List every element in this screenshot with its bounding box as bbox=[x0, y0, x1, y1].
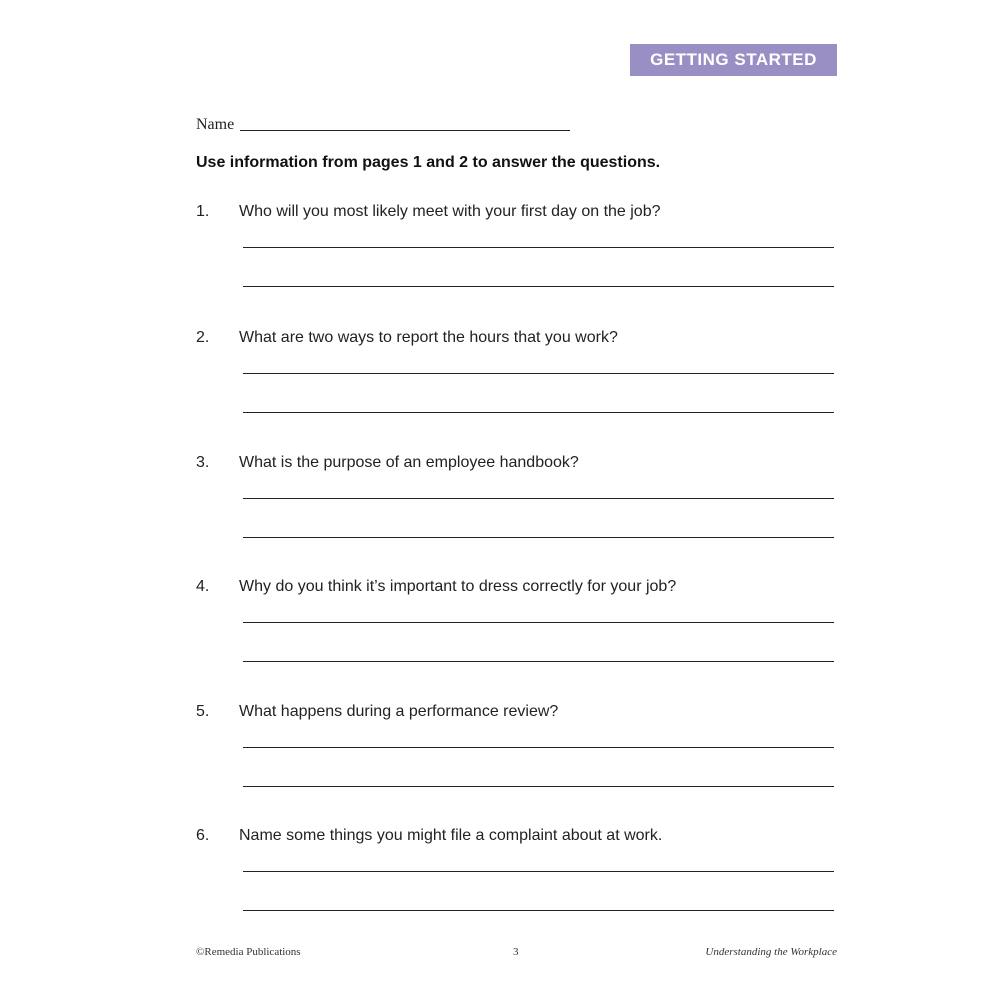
question-3 bbox=[196, 454, 836, 564]
answer-line[interactable] bbox=[243, 373, 834, 374]
question-text: Why do you think it’s important to dress correctly for your job? bbox=[239, 578, 677, 595]
question-4 bbox=[196, 578, 836, 688]
name-label: Name bbox=[196, 116, 235, 133]
answer-line[interactable] bbox=[243, 786, 834, 787]
question-1 bbox=[196, 203, 836, 313]
question-number: 1. bbox=[196, 203, 210, 220]
question-number: 2. bbox=[196, 329, 210, 346]
section-badge bbox=[630, 44, 837, 76]
question-text: What are two ways to report the hours that you work? bbox=[239, 329, 618, 346]
name-row bbox=[196, 116, 570, 134]
answer-line[interactable] bbox=[243, 661, 834, 662]
question-text: What happens during a performance review? bbox=[239, 703, 559, 720]
answer-line[interactable] bbox=[243, 537, 834, 538]
answer-line[interactable] bbox=[243, 286, 834, 287]
answer-line[interactable] bbox=[243, 412, 834, 413]
question-6 bbox=[196, 827, 836, 937]
question-text: Name some things you might file a complaint about at work. bbox=[239, 827, 663, 844]
footer-publisher: ©Remedia Publications bbox=[196, 946, 301, 958]
section-title: GETTING STARTED bbox=[650, 50, 817, 69]
name-input-line[interactable] bbox=[240, 130, 570, 131]
question-number: 5. bbox=[196, 703, 210, 720]
question-5 bbox=[196, 703, 836, 813]
answer-line[interactable] bbox=[243, 247, 834, 248]
answer-line[interactable] bbox=[243, 910, 834, 911]
question-2 bbox=[196, 329, 836, 439]
footer-book-title: Understanding the Workplace bbox=[705, 946, 837, 958]
answer-line[interactable] bbox=[243, 747, 834, 748]
answer-line[interactable] bbox=[243, 498, 834, 499]
footer-page-number: 3 bbox=[513, 946, 519, 958]
instructions: Use information from pages 1 and 2 to answer the questions. bbox=[196, 154, 661, 171]
question-number: 6. bbox=[196, 827, 210, 844]
question-text: What is the purpose of an employee handbook? bbox=[239, 454, 579, 471]
question-text: Who will you most likely meet with your first day on the job? bbox=[239, 203, 661, 220]
answer-line[interactable] bbox=[243, 871, 834, 872]
question-number: 4. bbox=[196, 578, 210, 595]
answer-line[interactable] bbox=[243, 622, 834, 623]
question-number: 3. bbox=[196, 454, 210, 471]
